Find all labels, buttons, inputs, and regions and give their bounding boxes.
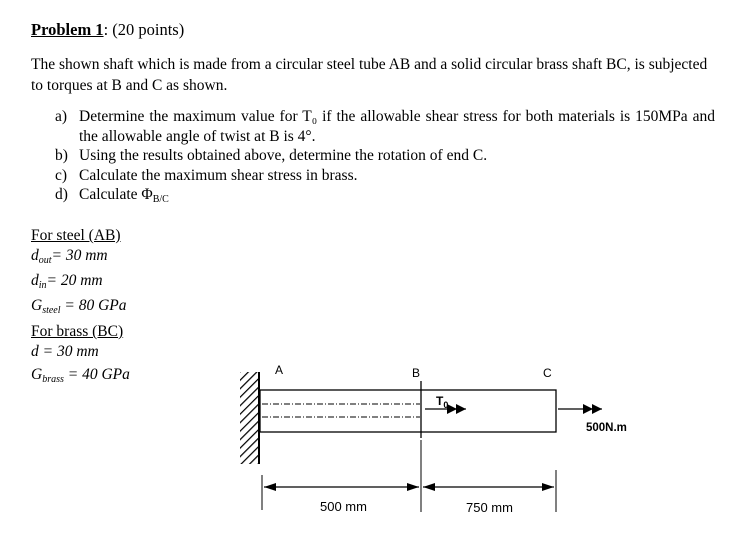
- symbol: d: [31, 272, 39, 289]
- value: = 80 GPa: [60, 297, 127, 314]
- value: = 40 GPa: [63, 366, 130, 383]
- question-label: b): [55, 147, 68, 164]
- dim-arrow-bc-left: [423, 483, 435, 491]
- question-text: Determine the maximum value for T₀ if the allowable shear stress for both materials is 150MPa and the allowable angle of twist at B is 4°.: [79, 108, 715, 145]
- question-text-main: Calculate Φ: [79, 186, 153, 203]
- question-label: c): [55, 166, 68, 184]
- dim-arrow-ab-left: [264, 483, 276, 491]
- problem-points: : (20 points): [103, 20, 185, 39]
- steel-heading: For steel (AB): [31, 227, 121, 244]
- phi-subscript: B/C: [152, 194, 169, 205]
- value: = 30 mm: [51, 247, 108, 264]
- brass-d: d = 30 mm: [31, 343, 99, 360]
- torque-t0-label: [436, 394, 448, 410]
- symbol: d: [31, 247, 39, 264]
- torque-c-arrowhead-1: [592, 404, 602, 414]
- problem-statement: The shown shaft which is made from a circular steel tube AB and a solid circular brass shaft BC, is subjected to torques at B and C as shown.: [31, 56, 708, 94]
- torque-t0-arrowhead-1: [456, 404, 466, 414]
- label-c: C: [543, 366, 552, 380]
- dim-ab-label: 500 mm: [320, 499, 367, 514]
- subscript: steel: [42, 305, 61, 316]
- question-text: Using the results obtained above, determine the rotation of end C.: [79, 147, 488, 164]
- dim-bc-label: 750 mm: [466, 500, 513, 515]
- label-a: A: [275, 363, 284, 377]
- question-label: d): [55, 186, 68, 203]
- subscript: out: [38, 255, 52, 266]
- symbol: G: [31, 366, 43, 383]
- torque-c-arrowhead-2: [583, 404, 593, 414]
- subscript: brass: [42, 374, 64, 385]
- question-text: Calculate the maximum shear stress in brass.: [79, 166, 358, 184]
- torque-t0-arrowhead-2: [447, 404, 457, 414]
- dim-arrow-bc-right: [542, 483, 554, 491]
- torque-subscript: 0: [443, 400, 449, 410]
- torque-symbol: T: [436, 394, 444, 408]
- fixed-wall: [240, 372, 259, 464]
- question-label: a): [55, 108, 68, 125]
- brass-heading: For brass (BC): [31, 323, 124, 340]
- dim-arrow-ab-right: [407, 483, 419, 491]
- torque-c-label: 500N.m: [586, 422, 627, 434]
- problem-number: Problem 1: [31, 20, 104, 39]
- symbol: G: [31, 297, 43, 314]
- subscript: in: [38, 280, 47, 291]
- value: = 20 mm: [46, 272, 103, 289]
- label-b: B: [412, 366, 421, 380]
- shaft-outline: [260, 390, 556, 432]
